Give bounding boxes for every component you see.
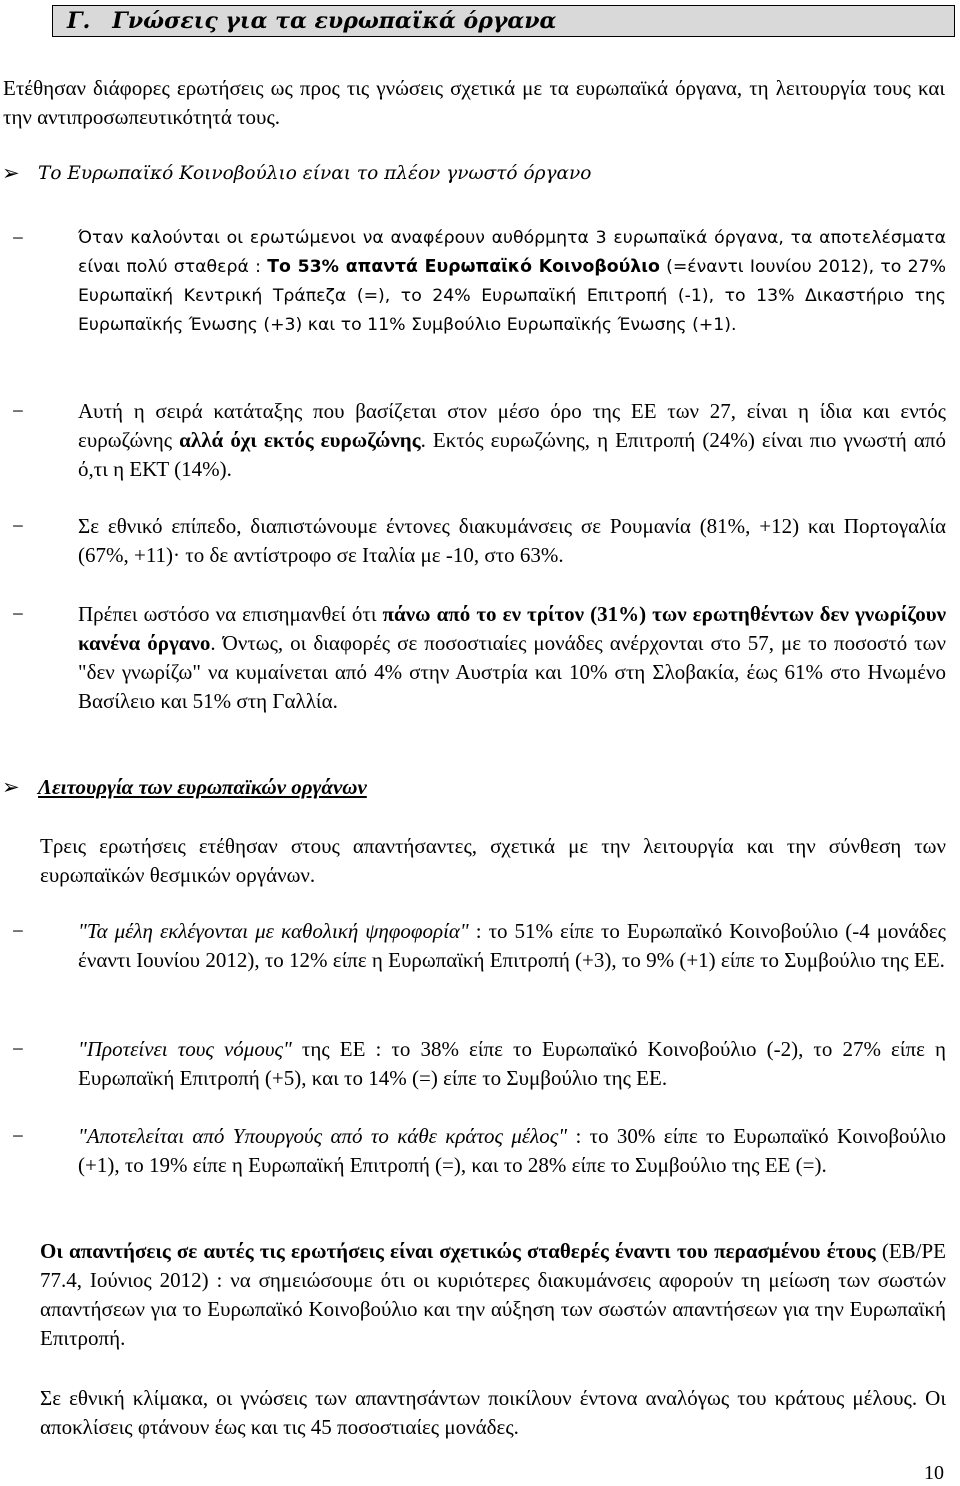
dash-bullet-icon: − (12, 399, 24, 423)
list-item-text: Σε εθνικό επίπεδο, διαπιστώνουμε έντονες διακυμάνσεις σε Ρουμανία (81%, +12) και Πορτογαλία (67%, +11)· το δε αντίστροφο σε Ιταλία με -10, στο 63%. (78, 514, 946, 567)
section-heading (52, 5, 955, 37)
arrow-bullet-icon: ➢ (2, 775, 20, 799)
section-letter: Γ. (67, 8, 91, 34)
functioning-intro: Τρεις ερωτήσεις ετέθησαν στους απαντήσαντες, σχετικά με την λειτουργία και την σύνθεση των ευρωπαϊκών θεσμικών οργάνων. (40, 834, 946, 887)
national-paragraph: Σε εθνική κλίμακα, οι γνώσεις των απαντησάντων ποικίλουν έντονα αναλόγως του κράτους μέλους. Οι αποκλίσεις φτάνουν έως και τις 45 ποσοστιαίες μονάδες. (40, 1386, 946, 1439)
page-number: 10 (924, 1462, 944, 1484)
question-text: "Τα μέλη εκλέγονται με καθολική ψηφοφορία" (78, 919, 469, 943)
list-item-text: "Προτείνει τους νόμους" της ΕΕ : το 38% είπε το Ευρωπαϊκό Κοινοβούλιο (-2), το 27% είπε η Ευρωπαϊκή Επιτροπή (+5), και το 14% (=) είπε το Συμβούλιο της ΕΕ. (78, 1037, 947, 1090)
subsection-title: Το Ευρωπαϊκό Κοινοβούλιο είναι το πλέον γνωστό όργανο (38, 163, 592, 184)
list-item-text: "Αποτελείται από Υπουργούς από το κάθε κράτος μέλος" : το 30% είπε το Ευρωπαϊκό Κοινοβούλιο (+1), το 19% είπε η Ευρωπαϊκή Επιτροπή (=), και το 28% είπε το Συμβούλιο της ΕΕ (=). (78, 1124, 946, 1177)
section-title: Γνώσεις για τα ευρωπαϊκά όργανα (112, 8, 557, 34)
dash-bullet-icon: − (12, 1037, 24, 1061)
dash-bullet-icon: − (12, 919, 24, 943)
subsection-title: Λειτουργία των ευρωπαϊκών οργάνων (38, 775, 367, 799)
dash-bullet-icon: − (12, 226, 24, 250)
emphasis: Οι απαντήσεις σε αυτές τις ερωτήσεις είναι σχετικώς σταθερές έναντι του περασμένου έτους (40, 1239, 876, 1263)
question-text: "Αποτελείται από Υπουργούς από το κάθε κράτος μέλος" (78, 1124, 568, 1148)
list-item-text: Αυτή η σειρά κατάταξης που βασίζεται στον μέσο όρο της ΕΕ των 27, είναι η ίδια και εντός ευρωζώνης αλλά όχι εκτός ευρωζώνης. Εκτός ευρωζώνης, η Επιτροπή (24%) είναι πιο γνωστή από ό,τι η ΕΚΤ (14%). (78, 399, 946, 481)
list-item-text: Πρέπει ωστόσο να επισημανθεί ότι πάνω από το εν τρίτον (31%) των ερωτηθέντων δεν γνωρίζουν κανένα όργανο. Όντως, οι διαφορές σε ποσοστιαίες μονάδες ανέρχονται στο 57, με το ποσοστό των "δεν γνωρίζω" να κυμαίνεται από 4% στην Αυστρία και 10% στη Σλοβακία, έως 61% στο Ηνωμένο Βασίλειο και 51% στη Γαλλία. (78, 602, 946, 713)
emphasis: Το 53% απαντά Ευρωπαϊκό Κοινοβούλιο (267, 257, 660, 277)
list-item-text: "Τα μέλη εκλέγονται με καθολική ψηφοφορία" : το 51% είπε το Ευρωπαϊκό Κοινοβούλιο (-4 μονάδες έναντι Ιουνίου 2012), το 12% είπε η Ευρωπαϊκή Επιτροπή (+3), το 9% (+1) είπε το Συμβούλιο της ΕΕ. (78, 919, 946, 972)
dash-bullet-icon: − (12, 514, 24, 538)
intro-paragraph: Ετέθησαν διάφορες ερωτήσεις ως προς τις γνώσεις σχετικά με τα ευρωπαϊκά όργανα, τη λειτουργία τους και την αντιπροσωπευτικότητά τους. (3, 76, 945, 129)
dash-bullet-icon: − (12, 1124, 24, 1148)
question-text: "Προτείνει τους νόμους" (78, 1037, 292, 1061)
dash-bullet-icon: − (12, 602, 24, 626)
emphasis: αλλά όχι εκτός ευρωζώνης (179, 428, 421, 452)
summary-paragraph: Οι απαντήσεις σε αυτές τις ερωτήσεις είναι σχετικώς σταθερές έναντι του περασμένου έτους (EB/PE 77.4, Ιούνιος 2012) : να σημειώσουμε ότι οι κυριότερες διακυμάνσεις αφορούν τη μείωση των σωστών απαντήσεων για το Ευρωπαϊκό Κοινοβούλιο και την αύξηση των σωστών απαντήσεων για την Ευρωπαϊκή Επιτροπή. (40, 1239, 947, 1350)
emphasis: πάνω από το εν τρίτον (31%) των ερωτηθέντων δεν γνωρίζουν κανένα όργανο (78, 602, 946, 655)
arrow-bullet-icon: ➢ (2, 161, 20, 185)
list-item-text: Όταν καλούνται οι ερωτώμενοι να αναφέρουν αυθόρμητα 3 ευρωπαϊκά όργανα, τα αποτελέσματα είναι πολύ σταθερά : Το 53% απαντά Ευρωπαϊκό Κοινοβούλιο (=έναντι Ιουνίου 2012), το 27% Ευρωπαϊκή Κεντρική Τράπεζα (=), το 24% Ευρωπαϊκή Επιτροπή (-1), το 13% Δικαστήριο της Ευρωπαϊκής Ένωσης (+3) και το 11% Συμβούλιο Ευρωπαϊκής Ένωσης (+1). (78, 228, 946, 335)
